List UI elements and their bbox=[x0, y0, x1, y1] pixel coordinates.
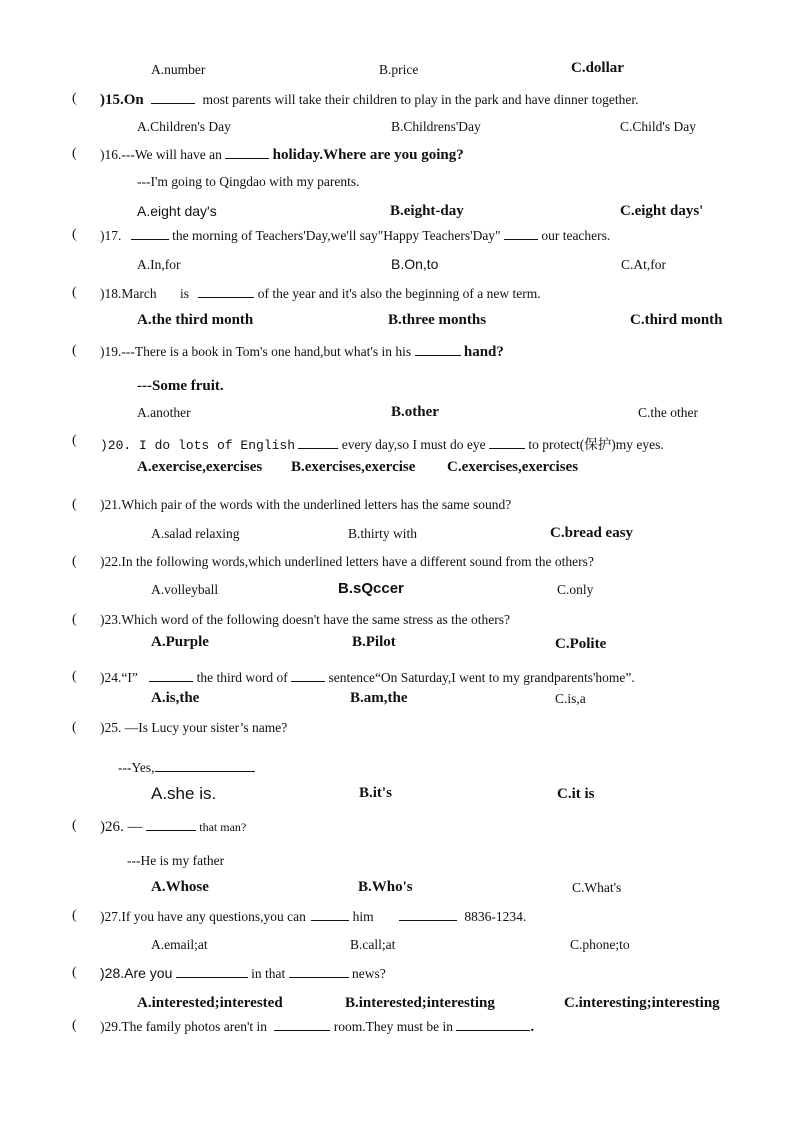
q24-text-1: the third word of bbox=[196, 670, 288, 685]
q18-blank bbox=[198, 285, 254, 298]
q15-option-b: B.Childrens'Day bbox=[391, 119, 481, 134]
q23-option-a: A.Purple bbox=[151, 634, 209, 650]
q24-text-2: sentence“On Saturday,I went to my grandparents'home”. bbox=[328, 670, 635, 685]
q28-blank-1 bbox=[176, 965, 248, 978]
q29-text-2: . bbox=[530, 1019, 535, 1035]
q16-blank bbox=[225, 146, 269, 159]
q19-number: )19.---There is a book in Tom's one hand,but what's in his bbox=[100, 344, 412, 359]
q25-blank bbox=[155, 759, 255, 772]
q21-option-b: B.thirty with bbox=[348, 526, 418, 541]
q24-option-b: B.am,the bbox=[350, 690, 408, 706]
q17-blank-1 bbox=[131, 227, 169, 240]
q26-stem bbox=[100, 818, 246, 836]
q17-paren: ( bbox=[72, 227, 77, 242]
q16-line2: ---I'm going to Qingdao with my parents. bbox=[137, 174, 360, 189]
q20-stem bbox=[100, 433, 664, 453]
q24-blank-2 bbox=[291, 669, 325, 682]
q20-blank-1 bbox=[298, 436, 338, 449]
q25-line2 bbox=[118, 759, 255, 776]
q26-paren: ( bbox=[72, 818, 77, 833]
q14-option-c: C.dollar bbox=[571, 60, 624, 76]
q16-option-b: B.eight-day bbox=[390, 203, 464, 219]
q18-option-b: B.three months bbox=[388, 312, 487, 328]
q16-number: )16.---We will have an bbox=[100, 147, 222, 162]
q14-option-b: B.price bbox=[379, 62, 419, 77]
q28-option-c: C.interesting;interesting bbox=[564, 995, 720, 1011]
q17-option-a: A.In,for bbox=[137, 257, 181, 272]
q24-blank-1 bbox=[149, 669, 193, 682]
q29-blank-1 bbox=[274, 1018, 330, 1031]
q23-paren: ( bbox=[72, 612, 77, 627]
q19-option-c: C.the other bbox=[638, 405, 698, 420]
q17-text-1: the morning of Teachers'Day,we'll say"Happy Teachers'Day" bbox=[172, 228, 501, 243]
q21-stem: )21.Which pair of the words with the underlined letters has the same sound? bbox=[100, 497, 512, 512]
q29-paren: ( bbox=[72, 1018, 77, 1033]
q27-number: )27.If you have any questions,you can bbox=[100, 909, 306, 924]
q19-blank bbox=[415, 343, 461, 356]
q26-number: )26. — bbox=[100, 819, 143, 835]
q17-option-c: C.At,for bbox=[621, 257, 666, 272]
q19-text: hand? bbox=[463, 344, 504, 360]
q27-blank-1 bbox=[311, 908, 349, 921]
q25-option-a: A.she is. bbox=[151, 784, 217, 803]
q24-paren: ( bbox=[72, 669, 77, 684]
q25-option-c: C.it is bbox=[557, 786, 595, 802]
q27-text-1: him bbox=[352, 909, 374, 924]
q25-stem: )25. —Is Lucy your sister’s name? bbox=[100, 720, 288, 735]
q19-paren: ( bbox=[72, 343, 77, 358]
q28-text-2: news? bbox=[352, 966, 386, 981]
q18-text: of the year and it's also the beginning of a new term. bbox=[257, 286, 541, 301]
q15-text: most parents will take their children to play in the park and have dinner together. bbox=[202, 92, 639, 107]
q22-stem: )22.In the following words,which underlined letters have a different sound from the others? bbox=[100, 554, 594, 569]
q25-option-b: B.it's bbox=[359, 785, 392, 801]
q28-number: )28.Are you bbox=[100, 965, 173, 981]
q22-option-c: C.only bbox=[557, 582, 594, 597]
q26-line2: ---He is my father bbox=[127, 853, 225, 868]
q17-text-2: our teachers. bbox=[541, 228, 611, 243]
q15-number: )15.On bbox=[100, 92, 144, 108]
q21-paren: ( bbox=[72, 497, 77, 512]
q14-option-a: A.number bbox=[151, 62, 206, 77]
q15-paren: ( bbox=[72, 91, 77, 106]
q27-paren: ( bbox=[72, 908, 77, 923]
q16-option-c: C.eight days' bbox=[620, 203, 704, 219]
q27-option-a: A.email;at bbox=[151, 937, 208, 952]
q22-option-a: A.volleyball bbox=[151, 582, 219, 597]
q25-paren: ( bbox=[72, 720, 77, 735]
q27-stem bbox=[100, 908, 526, 925]
q29-number: )29.The family photos aren't in bbox=[100, 1019, 268, 1034]
q27-blank-2 bbox=[399, 908, 457, 921]
q15-option-c: C.Child's Day bbox=[620, 119, 696, 134]
q24-stem bbox=[100, 669, 635, 686]
q20-blank-2 bbox=[489, 436, 525, 449]
q17-option-b: B.On,to bbox=[391, 256, 439, 272]
q17-number: )17. bbox=[100, 228, 122, 243]
q26-text: that man? bbox=[199, 820, 247, 834]
q15-stem bbox=[100, 91, 639, 109]
q28-text-1: in that bbox=[251, 966, 286, 981]
q20-text-1: every day,so I must do eye bbox=[341, 437, 486, 452]
q18-number: )18.March bbox=[100, 286, 157, 301]
q23-option-c: C.Polite bbox=[555, 636, 607, 652]
q24-number: )24.“I” bbox=[100, 670, 138, 685]
q16-stem bbox=[100, 146, 464, 164]
q20-option-a: A.exercise,exercises bbox=[137, 459, 263, 475]
q19-option-b: B.other bbox=[391, 404, 439, 420]
q20-option-b: B.exercises,exercise bbox=[291, 459, 416, 475]
q15-blank bbox=[151, 91, 195, 104]
q20-paren: ( bbox=[72, 433, 77, 448]
q19-option-a: A.another bbox=[137, 405, 191, 420]
q20-option-c: C.exercises,exercises bbox=[447, 459, 579, 475]
q29-blank-2 bbox=[456, 1018, 530, 1031]
q18-paren: ( bbox=[72, 285, 77, 300]
q29-text-1: room.They must be in bbox=[333, 1019, 454, 1034]
q16-option-a: A.eight day's bbox=[137, 203, 217, 219]
q28-stem bbox=[100, 965, 386, 982]
q24-option-a: A.is,the bbox=[151, 690, 200, 706]
q17-blank-2 bbox=[504, 227, 538, 240]
q28-paren: ( bbox=[72, 965, 77, 980]
q20-number: )20. I do lots of English bbox=[100, 438, 296, 453]
q27-option-c: C.phone;to bbox=[570, 937, 630, 952]
q26-option-a: A.Whose bbox=[151, 879, 209, 895]
q18-option-a: A.the third month bbox=[137, 312, 254, 328]
q16-text: holiday.Where are you going? bbox=[272, 147, 464, 163]
q19-stem bbox=[100, 343, 504, 361]
q19-line2: ---Some fruit. bbox=[137, 378, 224, 394]
q25-line2-text: ---Yes, bbox=[118, 760, 155, 775]
q28-option-b: B.interested;interesting bbox=[345, 995, 495, 1011]
q29-stem bbox=[100, 1018, 534, 1036]
q18-stem bbox=[100, 285, 541, 302]
q23-option-b: B.Pilot bbox=[352, 634, 396, 650]
q22-option-b: B.sQccer bbox=[338, 580, 404, 597]
q21-option-c: C.bread easy bbox=[550, 525, 634, 541]
q26-blank bbox=[146, 818, 196, 831]
q17-stem bbox=[100, 227, 610, 244]
q27-option-b: B.call;at bbox=[350, 937, 396, 952]
q24-option-c: C.is,a bbox=[555, 691, 586, 706]
q18-is: is bbox=[179, 286, 189, 301]
q28-option-a: A.interested;interested bbox=[137, 995, 283, 1011]
q22-paren: ( bbox=[72, 554, 77, 569]
q28-blank-2 bbox=[289, 965, 349, 978]
q21-option-a: A.salad relaxing bbox=[151, 526, 240, 541]
q23-stem: )23.Which word of the following doesn't have the same stress as the others? bbox=[100, 612, 510, 627]
q26-option-c: C.What's bbox=[572, 880, 622, 895]
q20-text-2: to protect(保护)my eyes. bbox=[528, 437, 664, 452]
q18-option-c: C.third month bbox=[630, 312, 723, 328]
q27-text-2: 8836-1234. bbox=[464, 909, 527, 924]
q26-option-b: B.Who's bbox=[358, 879, 413, 895]
q16-paren: ( bbox=[72, 146, 77, 161]
q15-option-a: A.Children's Day bbox=[137, 119, 231, 134]
